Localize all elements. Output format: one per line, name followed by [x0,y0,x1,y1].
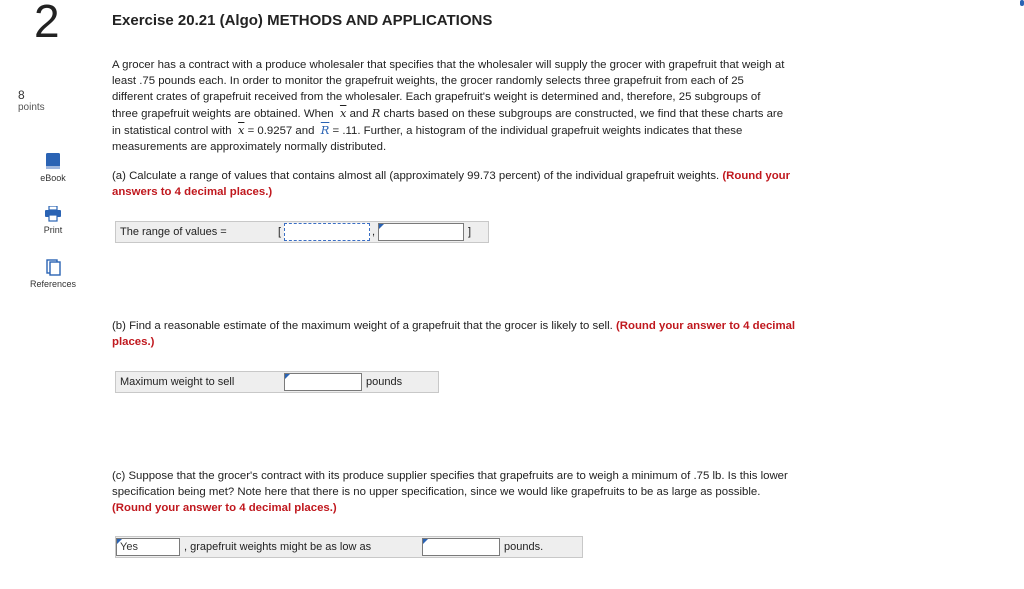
part-b-answer-row [115,371,439,393]
intro-line: A grocer has a contract with a produce wholesaler that specifies that the wholesaler will supply the grocer with grapefruit that weigh at [112,59,785,71]
max-weight-input[interactable] [284,373,362,391]
part-a-prompt: (a) Calculate a range of values that contains almost all (approximately 99.73 percent) of the individual grapefruit weights. (Round your answers to 4 decimal places.) [112,170,791,198]
part-c-prompt: (c) Suppose that the grocer's contract with its produce supplier specifies that grapefruits are to weigh a minimum of .75 lb. Is this lower specification being met? Note here that there is no upper specification, since we would like grapefruits to be as large as possible. (Round your answer to 4 decimal places.) [112,470,788,514]
print-button[interactable] [18,206,88,235]
x-double-bar-symbol: $\overline{x}$ [238,123,245,137]
print-label: Print [43,225,63,235]
intro-line: in statistical control with $\overline{x} = 0.9257$ and $\overline{R} = .11$. Further, a histogram of the individual grapefruit weights indicates that these [112,123,743,137]
references-button[interactable] [18,258,88,289]
min-weight-unit: pounds. [504,541,544,553]
range-separator: , [372,226,376,238]
min-weight-input[interactable] [422,538,500,556]
yes-no-select[interactable]: Yes [116,538,180,556]
r-bar-symbol: $\overline{R}$ [320,123,330,137]
r-symbol: R [371,106,381,120]
problem-statement [112,57,932,155]
intro-line: different crates of grapefruit received from the wholesaler. Each grapefruit's weight is determined and, therefore, 25 subgroups of [112,91,761,103]
part-b-prompt: (b) Find a reasonable estimate of the maximum weight of a grapefruit that the grocer is likely to sell. (Round your answer to 4 decimal places.) [112,320,796,348]
range-upper-input[interactable] [378,223,464,241]
points-value: 8 [18,88,25,102]
printer-icon [44,206,62,222]
scroll-indicator[interactable] [1020,0,1024,6]
intro-line: three grapefruit weights are obtained. When $\overline{x}$ and R charts based on these subgroups are constructed, we find that these charts are [112,106,784,120]
references-label: References [29,279,77,289]
intro-line: measurements are approximately normally distributed. [112,141,387,153]
ebook-label: eBook [40,173,66,183]
range-lower-input[interactable] [284,223,370,241]
range-label: The range of values = [120,226,227,238]
close-bracket: ] [468,226,472,238]
exercise-title: Exercise 20.21 (Algo) METHODS AND APPLICATIONS [112,12,493,29]
references-icon [45,258,61,276]
max-weight-unit: pounds [366,376,403,388]
intro-line: least .75 pounds each. In order to monitor the grapefruit weights, the grocer randomly selects three grapefruit from each of 25 [112,75,744,87]
part-c-middle-text: , grapefruit weights might be as low as [184,541,372,553]
question-number: 2 [34,0,60,47]
points-label: points [18,102,45,113]
book-icon [45,152,61,170]
max-weight-label: Maximum weight to sell [120,376,235,388]
x-bar-symbol: $\overline{x}$ [339,106,347,120]
open-bracket: [ [278,226,282,238]
part-a-answer-row [115,221,489,243]
ebook-button[interactable] [18,152,88,183]
part-c-answer-row [115,536,583,558]
